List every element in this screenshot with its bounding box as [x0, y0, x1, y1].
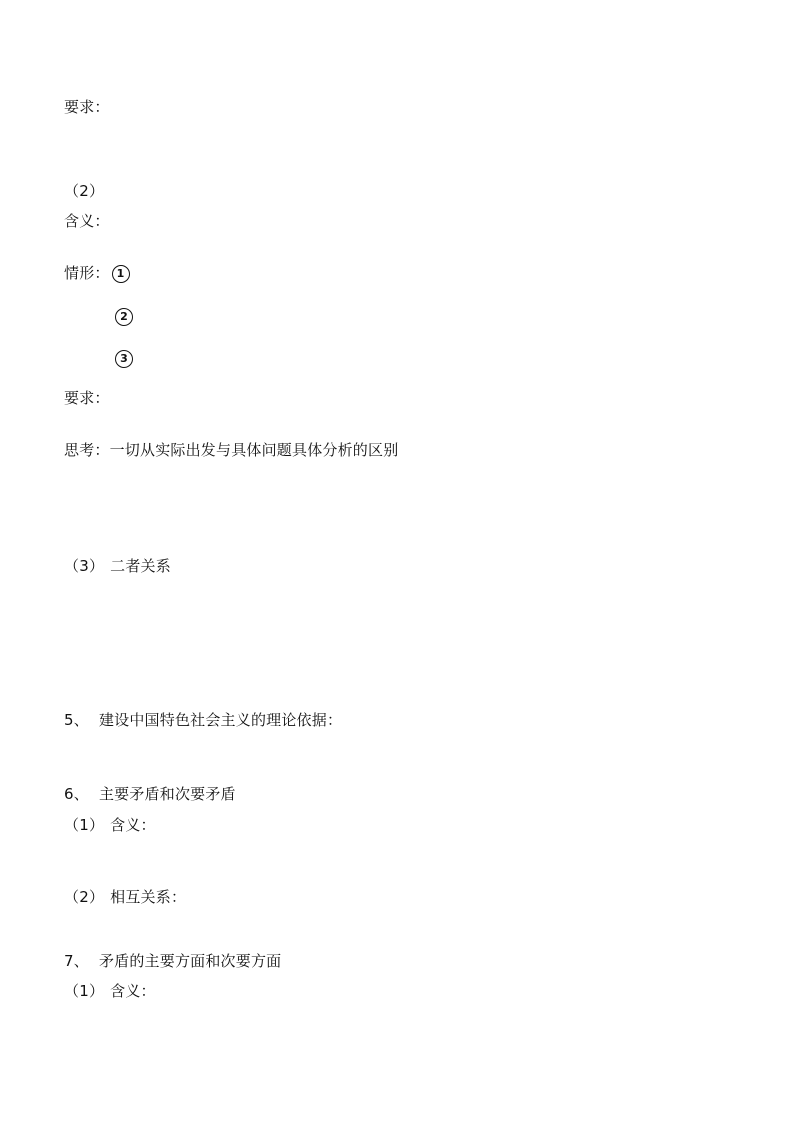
heading-5-text: 建设中国特色社会主义的理论依据： [98, 711, 343, 729]
requirement-label-1: 要求： [64, 98, 110, 116]
circled-number-3: 3 [115, 350, 133, 368]
heading-5 [64, 711, 342, 729]
circled-number-2: 2 [115, 308, 133, 326]
sub-item-2-marker: （2） [64, 182, 105, 200]
heading-6-item-2-text: 相互关系： [110, 888, 187, 906]
sub-item-3-number: （3） [64, 557, 105, 575]
situation-label: 情形： [64, 264, 110, 282]
heading-6-number: 6、 [64, 785, 89, 803]
meaning-label: 含义： [64, 212, 110, 230]
heading-7-text: 矛盾的主要方面和次要方面 [98, 952, 282, 970]
situation-row-3 [113, 349, 133, 368]
heading-7-item-1 [64, 982, 156, 1000]
heading-6 [64, 785, 236, 803]
heading-5-number: 5、 [64, 711, 89, 729]
heading-7-item-1-number: （1） [64, 982, 105, 1000]
heading-6-item-2-number: （2） [64, 888, 105, 906]
situation-row-2 [113, 307, 133, 326]
heading-6-item-2 [64, 888, 186, 906]
circled-number-1: 1 [112, 265, 130, 283]
heading-7-number: 7、 [64, 952, 89, 970]
sub-item-3-text: 二者关系 [110, 557, 171, 575]
situation-row-1 [64, 264, 130, 283]
heading-6-item-1-text: 含义： [110, 816, 156, 834]
heading-6-text: 主要矛盾和次要矛盾 [98, 785, 236, 803]
heading-6-item-1 [64, 816, 156, 834]
requirement-label-2: 要求： [64, 389, 110, 407]
heading-7-item-1-text: 含义： [110, 982, 156, 1000]
heading-7 [64, 952, 281, 970]
sub-item-3 [64, 557, 171, 575]
thinking-question: 思考：一切从实际出发与具体问题具体分析的区别 [64, 441, 399, 459]
heading-6-item-1-number: （1） [64, 816, 105, 834]
